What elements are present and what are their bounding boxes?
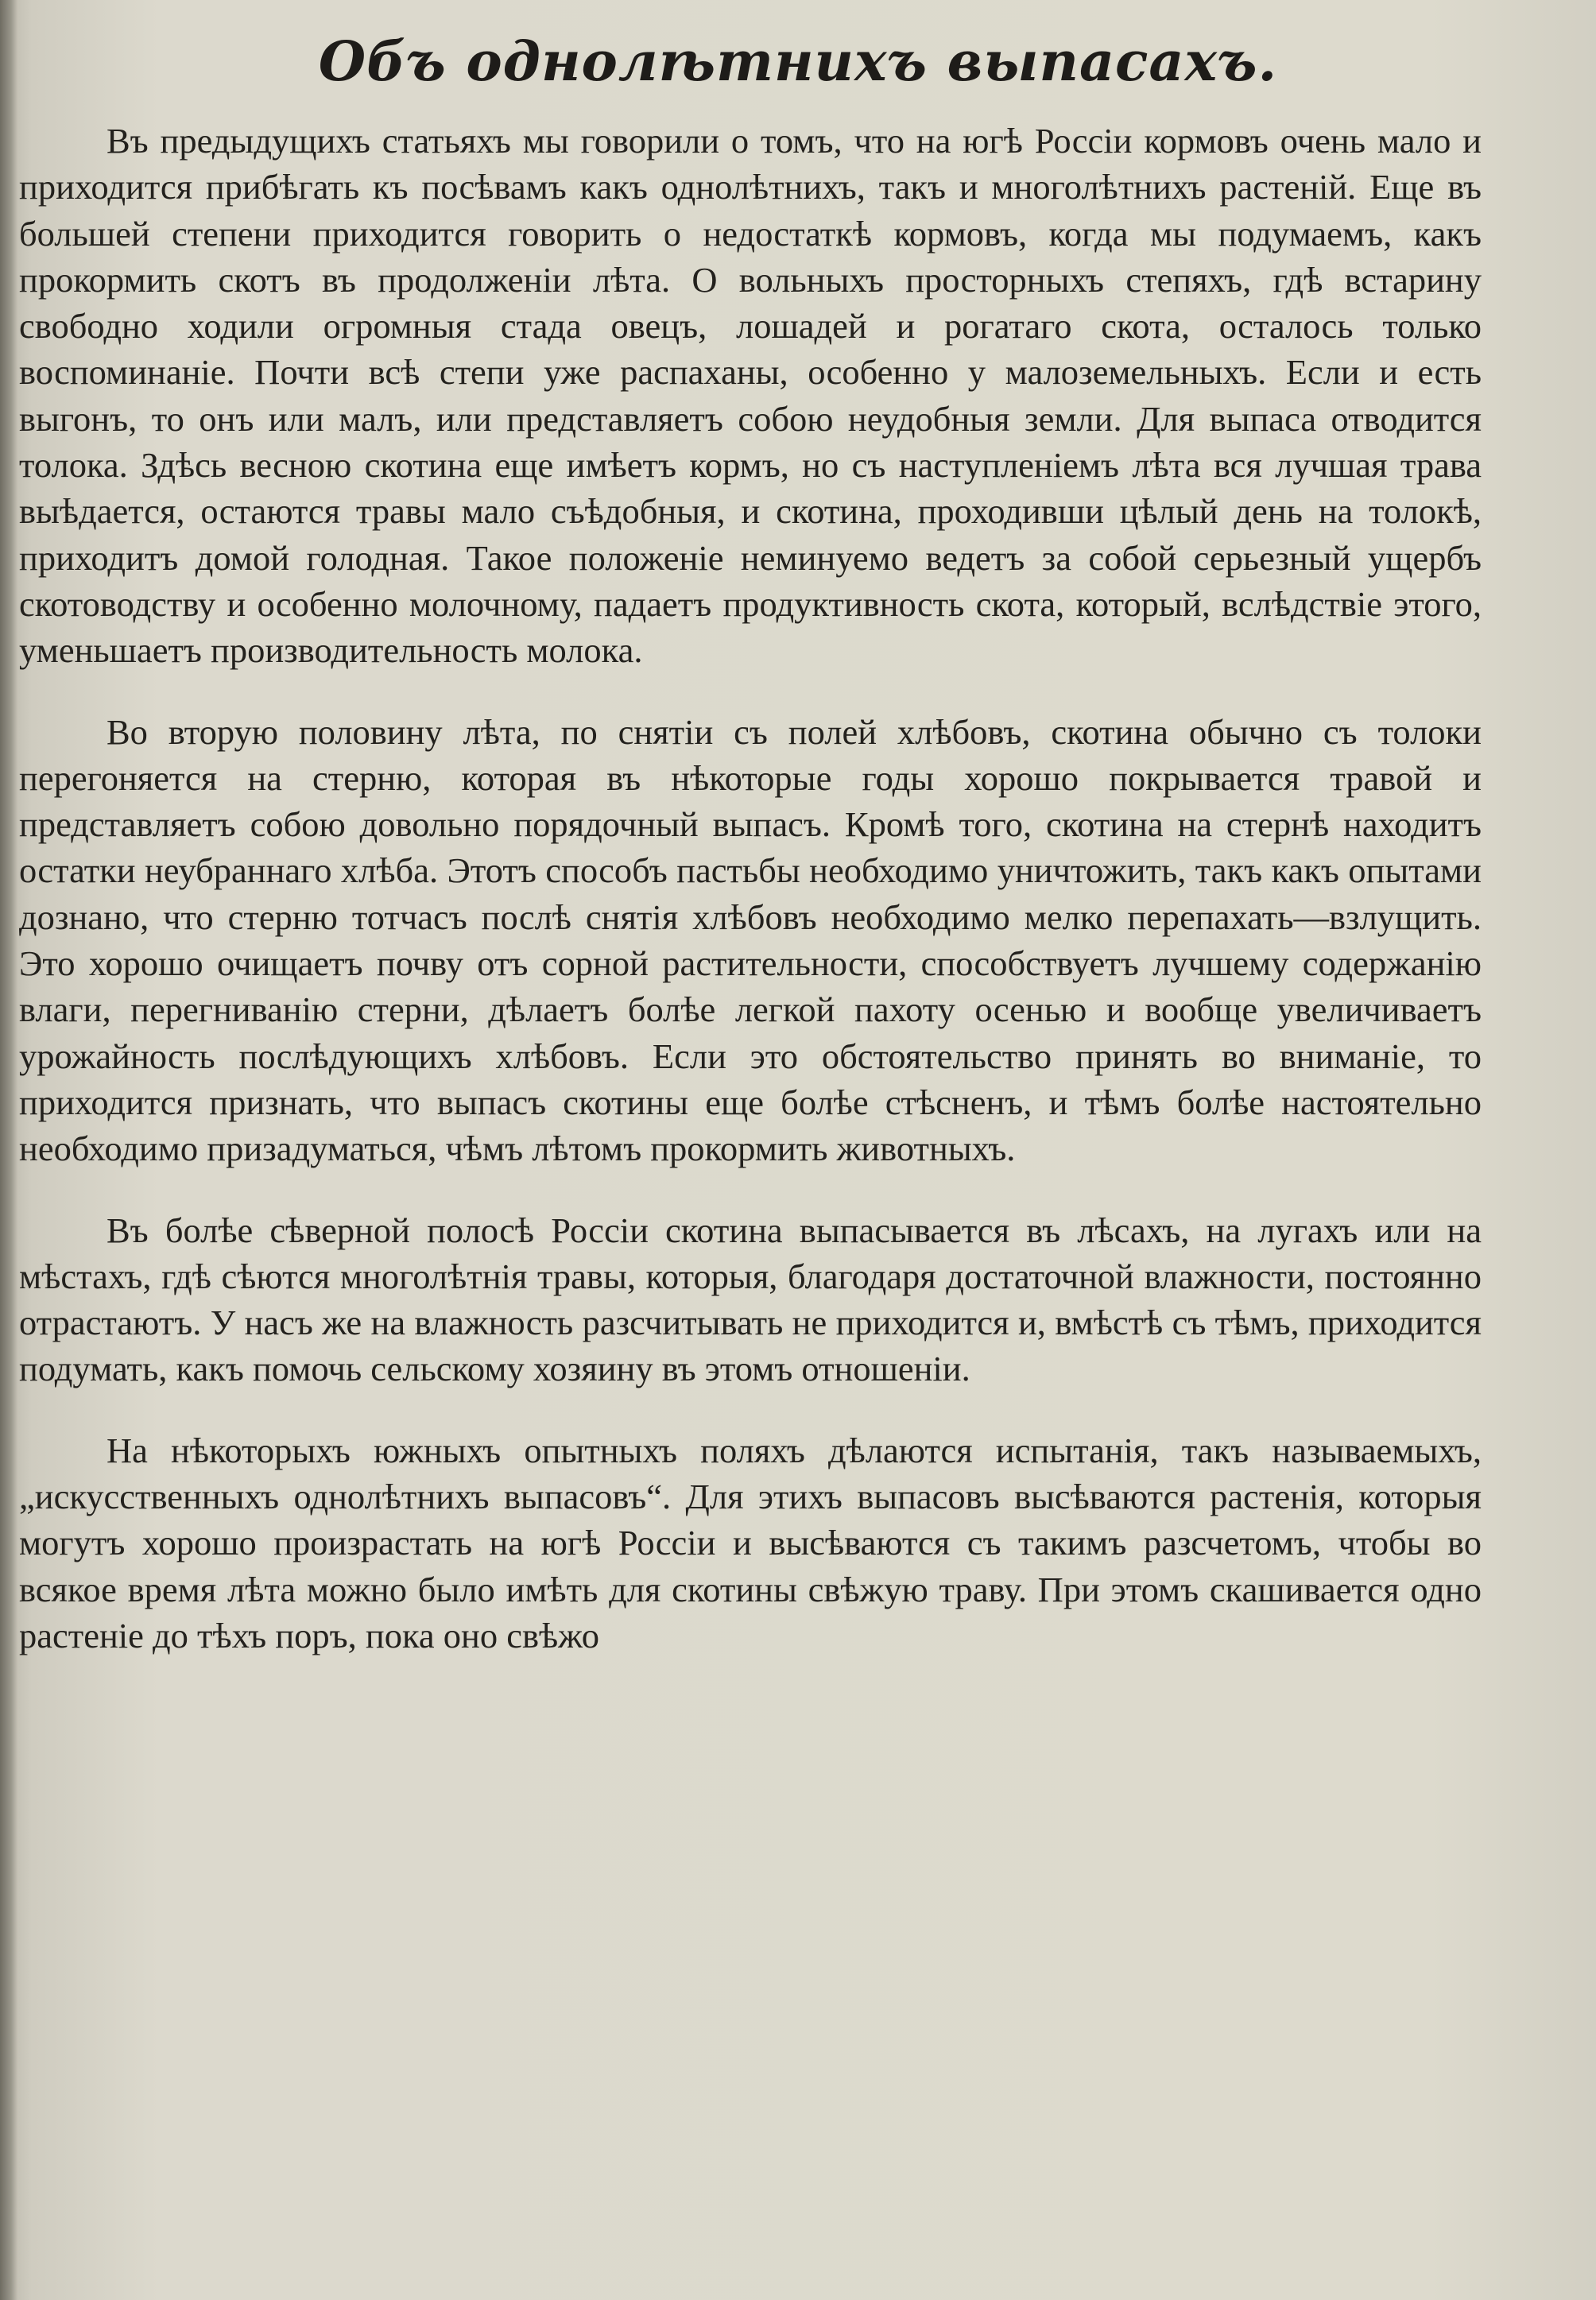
paragraph-1: Въ предыдущихъ статьяхъ мы говорили о томъ, что на югѣ Россіи кормовъ очень мало и приходится прибѣгать къ посѣвамъ какъ однолѣтнихъ, такъ и многолѣтнихъ растеній. Еще въ большей степени приходится говорить о недостаткѣ кормовъ, когда мы подумаемъ, какъ прокормить скотъ въ продолженіи лѣта. О вольныхъ просторныхъ степяхъ, гдѣ встарину свободно ходили огромныя стада овецъ, лошадей и рогатаго скота, осталось только воспоминаніе. Почти всѣ степи уже распаханы, особенно у малоземельныхъ. Если и есть выгонъ, то онъ или малъ, или представляетъ собою неудобныя земли. Для выпаса отводится толока. Здѣсь весною скотина еще имѣетъ кормъ, но съ наступленіемъ лѣта вся лучшая трава выѣдается, остаются травы мало съѣдобныя, и скотина, проходивши цѣлый день на толокѣ, приходитъ домой голодная. Такое положеніе неминуемо ведетъ за собой серьезный ущербъ скотоводству и особенно молочному, падаетъ продуктивность скота, который, вслѣдствіе этого, уменьшаетъ производительность молока. bbox=[19, 121, 1482, 671]
article-body bbox=[19, 118, 1482, 1694]
paragraph-3: Въ болѣе сѣверной полосѣ Россіи скотина выпасывается въ лѣсахъ, на лугахъ или на мѣстахъ, гдѣ сѣются многолѣтнія травы, которыя, благодаря достаточной влажности, постоянно отрастаютъ. У насъ же на влажность разсчитывать не приходится и, вмѣстѣ съ тѣмъ, приходится подумать, какъ помочь сельскому хозяину въ этомъ отношеніи. bbox=[19, 1210, 1482, 1389]
page-binding-edge bbox=[0, 0, 17, 2300]
paragraph-4: На нѣкоторыхъ южныхъ опытныхъ поляхъ дѣлаются испытанія, такъ называемыхъ, „искусственныхъ однолѣтнихъ выпасовъ“. Для этихъ выпасовъ высѣваются растенія, которыя могутъ хорошо произрастать на югѣ Россіи и высѣваются съ такимъ разсчетомъ, чтобы во всякое время лѣта можно было имѣть для скотины свѣжую траву. При этомъ скашивается одно растеніе до тѣхъ поръ, пока оно свѣжо bbox=[19, 1430, 1482, 1655]
article-title: Объ однолѣтнихъ выпасахъ. bbox=[318, 30, 1278, 94]
paragraph-2: Во вторую половину лѣта, по снятіи съ полей хлѣбовъ, скотина обычно съ толоки перегоняется на стерню, которая въ нѣкоторые годы хорошо покрывается травой и представляетъ собою довольно порядочный выпасъ. Кромѣ того, скотина на стернѣ находитъ остатки неубраннаго хлѣба. Этотъ способъ пастьбы необходимо уничтожить, такъ какъ опытами дознано, что стерню тотчасъ послѣ снятія хлѣбовъ необходимо мелко перепахать—взлущить. Это хорошо очищаетъ почву отъ сорной растительности, способствуетъ лучшему содержанію влаги, перегниванію стерни, дѣлаетъ болѣе легкой пахоту осенью и вообще увеличиваетъ урожайность послѣдующихъ хлѣбовъ. Если это обстоятельство принять во вниманіе, то приходится признать, что выпасъ скотины еще болѣе стѣсненъ, и тѣмъ болѣе настоятельно необходимо призадуматься, чѣмъ лѣтомъ прокормить животныхъ. bbox=[19, 711, 1482, 1169]
